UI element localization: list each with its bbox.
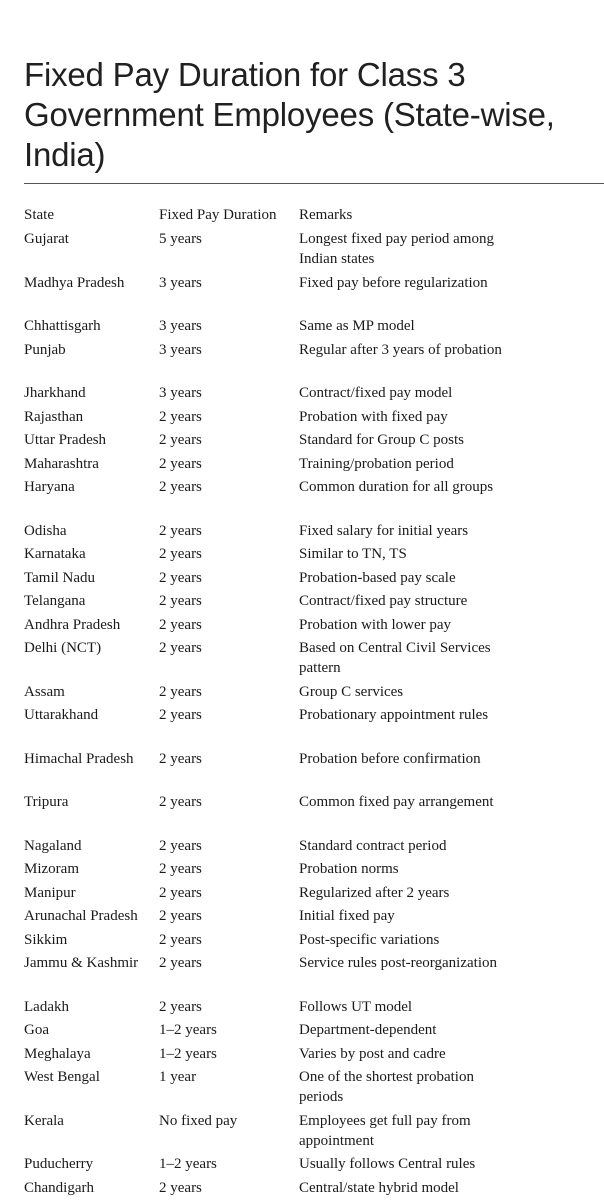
table-row <box>0 591 604 615</box>
row-state: Haryana <box>24 477 75 497</box>
row-remarks: Fixed pay before regularization <box>299 273 509 293</box>
row-state: Delhi (NCT) <box>24 638 101 658</box>
table-body <box>0 229 604 1201</box>
row-state: Rajasthan <box>24 407 83 427</box>
row-state: Puducherry <box>24 1154 93 1174</box>
row-duration: 2 years <box>159 454 202 474</box>
row-state: Uttarakhand <box>24 705 98 725</box>
header-state: State <box>24 207 54 224</box>
row-duration: No fixed pay <box>159 1111 237 1131</box>
row-duration: 1 year <box>159 1067 196 1087</box>
header-duration: Fixed Pay Duration <box>159 207 277 224</box>
table-row <box>0 749 604 793</box>
row-duration: 2 years <box>159 638 202 658</box>
row-remarks: Service rules post-reorganization <box>299 953 509 973</box>
row-state: Ladakh <box>24 997 69 1017</box>
row-duration: 3 years <box>159 273 202 293</box>
table-row <box>0 383 604 407</box>
table-row <box>0 407 604 431</box>
table-row <box>0 615 604 639</box>
row-duration: 3 years <box>159 340 202 360</box>
table-row <box>0 836 604 860</box>
table-row <box>0 316 604 340</box>
table-row <box>0 544 604 568</box>
row-duration: 2 years <box>159 544 202 564</box>
row-remarks: Contract/fixed pay model <box>299 383 509 403</box>
table-row <box>0 859 604 883</box>
row-duration: 2 years <box>159 953 202 973</box>
row-duration: 2 years <box>159 883 202 903</box>
row-state: Himachal Pradesh <box>24 749 134 769</box>
row-state: Madhya Pradesh <box>24 273 124 293</box>
row-remarks: Central/state hybrid model <box>299 1178 509 1198</box>
table-row <box>0 792 604 836</box>
table-row <box>0 568 604 592</box>
row-remarks: Post-specific variations <box>299 930 509 950</box>
row-remarks: Regular after 3 years of probation <box>299 340 509 360</box>
table-row <box>0 1044 604 1068</box>
table-row <box>0 273 604 317</box>
table-row <box>0 1067 604 1111</box>
row-remarks: Follows UT model <box>299 997 509 1017</box>
row-remarks: Probation norms <box>299 859 509 879</box>
row-state: Meghalaya <box>24 1044 91 1064</box>
row-duration: 2 years <box>159 430 202 450</box>
table-row <box>0 883 604 907</box>
row-duration: 2 years <box>159 930 202 950</box>
row-remarks: Probation-based pay scale <box>299 568 509 588</box>
row-remarks: Initial fixed pay <box>299 906 509 926</box>
table-row <box>0 1111 604 1155</box>
row-remarks: Longest fixed pay period among Indian states <box>299 229 509 269</box>
row-state: Kerala <box>24 1111 64 1131</box>
row-state: Jharkhand <box>24 383 86 403</box>
row-remarks: Contract/fixed pay structure <box>299 591 509 611</box>
table-row <box>0 705 604 749</box>
table-row <box>0 454 604 478</box>
row-duration: 2 years <box>159 906 202 926</box>
row-remarks: Standard contract period <box>299 836 509 856</box>
table-row <box>0 906 604 930</box>
row-remarks: Department-dependent <box>299 1020 509 1040</box>
row-duration: 2 years <box>159 407 202 427</box>
row-state: Assam <box>24 682 65 702</box>
row-state: Telangana <box>24 591 85 611</box>
row-state: Andhra Pradesh <box>24 615 120 635</box>
row-duration: 2 years <box>159 859 202 879</box>
row-state: Punjab <box>24 340 66 360</box>
row-remarks: One of the shortest probation periods <box>299 1067 509 1107</box>
row-duration: 2 years <box>159 749 202 769</box>
table-row <box>0 1020 604 1044</box>
row-duration: 1–2 years <box>159 1020 217 1040</box>
row-remarks: Same as MP model <box>299 316 509 336</box>
row-state: Nagaland <box>24 836 81 856</box>
table-row <box>0 430 604 454</box>
header-remarks: Remarks <box>299 207 352 224</box>
row-remarks: Group C services <box>299 682 509 702</box>
table-row <box>0 682 604 706</box>
row-state: Tamil Nadu <box>24 568 95 588</box>
row-state: Jammu & Kashmir <box>24 953 138 973</box>
row-duration: 2 years <box>159 836 202 856</box>
table-row <box>0 930 604 954</box>
row-remarks: Common duration for all groups <box>299 477 509 497</box>
table-row <box>0 521 604 545</box>
row-state: Tripura <box>24 792 68 812</box>
row-remarks: Employees get full pay from appointment <box>299 1111 509 1151</box>
row-state: Uttar Pradesh <box>24 430 106 450</box>
row-duration: 2 years <box>159 792 202 812</box>
row-state: Sikkim <box>24 930 67 950</box>
row-state: Karnataka <box>24 544 86 564</box>
row-duration: 2 years <box>159 682 202 702</box>
row-state: West Bengal <box>24 1067 100 1087</box>
table-row <box>0 229 604 273</box>
row-duration: 2 years <box>159 997 202 1017</box>
page-title: Fixed Pay Duration for Class 3 Government Employees (State-wise, India) <box>24 55 599 175</box>
row-duration: 2 years <box>159 591 202 611</box>
row-duration: 2 years <box>159 705 202 725</box>
row-remarks: Probation before confirmation <box>299 749 509 769</box>
table-row <box>0 997 604 1021</box>
row-remarks: Standard for Group C posts <box>299 430 509 450</box>
row-remarks: Regularized after 2 years <box>299 883 509 903</box>
row-state: Arunachal Pradesh <box>24 906 138 926</box>
row-state: Manipur <box>24 883 76 903</box>
row-duration: 2 years <box>159 615 202 635</box>
row-remarks: Common fixed pay arrangement <box>299 792 509 812</box>
row-duration: 2 years <box>159 1178 202 1198</box>
row-state: Odisha <box>24 521 67 541</box>
row-duration: 3 years <box>159 316 202 336</box>
row-remarks: Probationary appointment rules <box>299 705 509 725</box>
row-remarks: Based on Central Civil Services pattern <box>299 638 509 678</box>
table-row <box>0 638 604 682</box>
row-remarks: Varies by post and cadre <box>299 1044 509 1064</box>
table-header <box>0 207 604 229</box>
row-duration: 2 years <box>159 568 202 588</box>
row-duration: 1–2 years <box>159 1154 217 1174</box>
row-duration: 2 years <box>159 521 202 541</box>
row-state: Gujarat <box>24 229 69 249</box>
row-state: Maharashtra <box>24 454 99 474</box>
row-remarks: Fixed salary for initial years <box>299 521 509 541</box>
title-divider <box>24 183 604 184</box>
row-remarks: Training/probation period <box>299 454 509 474</box>
row-state: Chhattisgarh <box>24 316 101 336</box>
row-duration: 2 years <box>159 477 202 497</box>
table-row <box>0 1154 604 1178</box>
table-row <box>0 340 604 384</box>
row-remarks: Similar to TN, TS <box>299 544 509 564</box>
row-state: Chandigarh <box>24 1178 94 1198</box>
row-remarks: Probation with fixed pay <box>299 407 509 427</box>
row-state: Goa <box>24 1020 49 1040</box>
row-duration: 1–2 years <box>159 1044 217 1064</box>
row-duration: 5 years <box>159 229 202 249</box>
row-state: Mizoram <box>24 859 79 879</box>
table-row <box>0 953 604 997</box>
row-duration: 3 years <box>159 383 202 403</box>
row-remarks: Probation with lower pay <box>299 615 509 635</box>
row-remarks: Usually follows Central rules <box>299 1154 509 1174</box>
table-row <box>0 1178 604 1201</box>
table-row <box>0 477 604 521</box>
